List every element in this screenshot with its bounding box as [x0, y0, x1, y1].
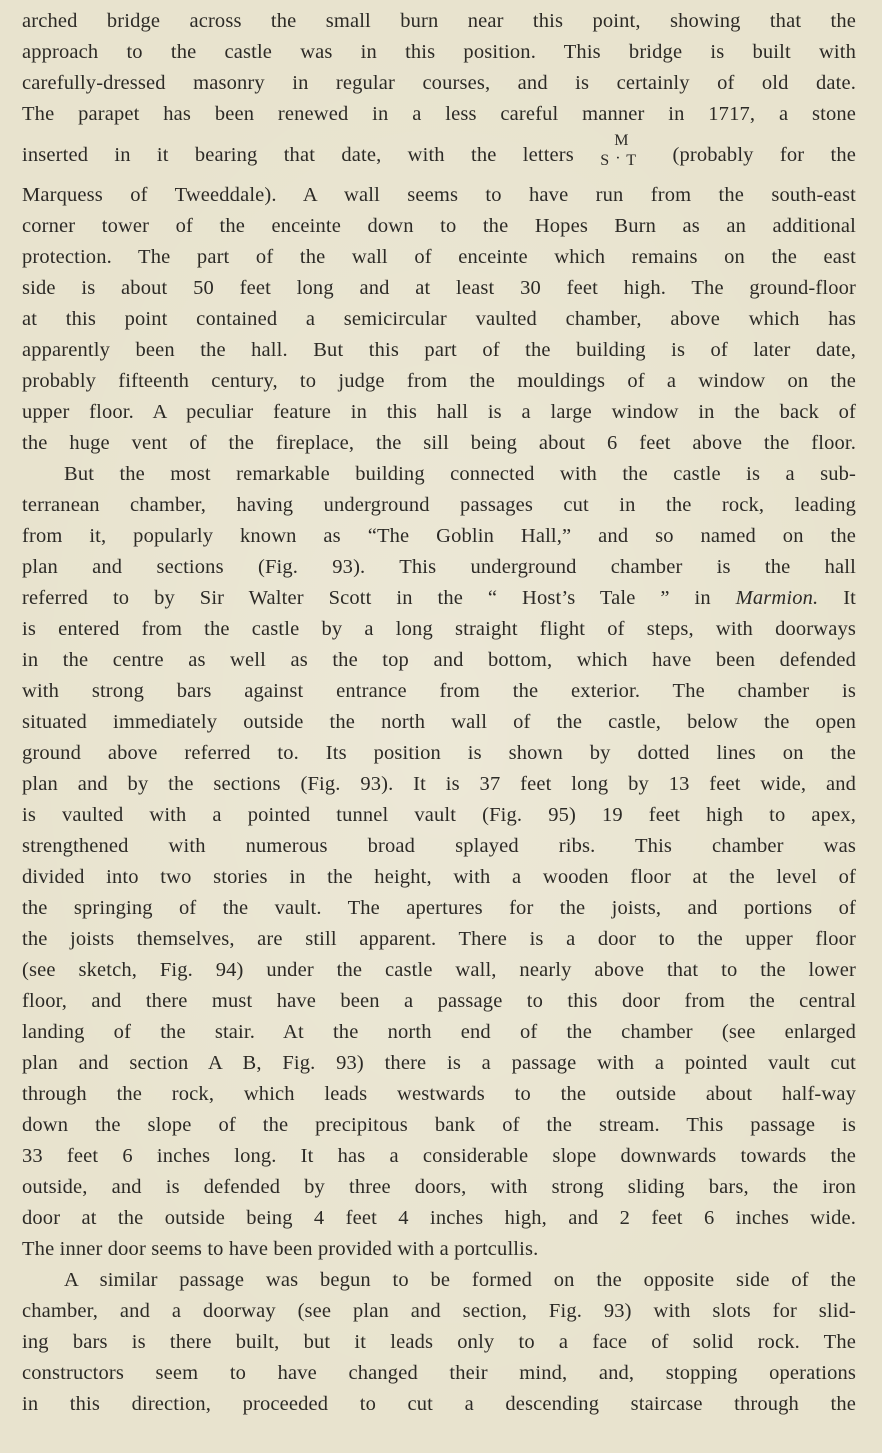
- text-line: ground above referred to. Its position is shown by dotted lines on the: [22, 742, 856, 764]
- text-line: at this point contained a semicircular vaulted chamber, above which has: [22, 308, 856, 330]
- text-line: from it, popularly known as “The Goblin Hall,” and so named on the: [22, 525, 856, 547]
- text-segment: inserted in it bearing that date, with the letters: [22, 144, 574, 166]
- text-line: in the centre as well as the top and bottom, which have been defended: [22, 649, 856, 671]
- text-line: corner tower of the enceinte down to the Hopes Burn as an additional: [22, 215, 856, 237]
- text-segment: referred to by Sir Walter Scott in the “ Host’s Tale ” in: [22, 587, 711, 609]
- monogram-letters: [600, 133, 646, 169]
- text-line: the joists themselves, are still apparent. There is a door to the upper floor: [22, 928, 856, 950]
- text-line: down the slope of the precipitous bank of the stream. This passage is: [22, 1114, 856, 1136]
- text-line: the huge vent of the fireplace, the sill being about 6 feet above the floor.: [22, 432, 856, 454]
- text-line: The inner door seems to have been provided with a portcullis.: [22, 1238, 539, 1260]
- text-line: floor, and there must have been a passage to this door from the central: [22, 990, 856, 1012]
- text-line: plan and sections (Fig. 93). This underground chamber is the hall: [22, 556, 856, 578]
- monogram-right-letter: T: [626, 152, 637, 169]
- text-line: The parapet has been renewed in a less careful manner in 1717, a stone: [22, 103, 856, 125]
- text-line: door at the outside being 4 feet 4 inches high, and 2 feet 6 inches wide.: [22, 1207, 856, 1229]
- text-line: arched bridge across the small burn near this point, showing that the: [22, 10, 856, 32]
- text-line: the springing of the vault. The apertures for the joists, and portions of: [22, 897, 856, 919]
- book-title-italic: Marmion.: [735, 587, 819, 609]
- text-line: strengthened with numerous broad splayed ribs. This chamber was: [22, 835, 856, 857]
- text-line: approach to the castle was in this position. This bridge is built with: [22, 41, 856, 63]
- monogram-top-letter: M: [614, 132, 629, 149]
- text-line: carefully-dressed masonry in regular courses, and is certainly of old date.: [22, 72, 856, 94]
- monogram-separator: ·: [615, 150, 621, 167]
- text-line: terranean chamber, having underground passages cut in the rock, leading: [22, 494, 856, 516]
- text-line: plan and by the sections (Fig. 93). It is 37 feet long by 13 feet wide, and: [22, 773, 856, 795]
- paragraph-similar-passage: [22, 1265, 856, 1420]
- text-line: A similar passage was begun to be formed on the opposite side of the: [64, 1269, 856, 1291]
- text-line: is vaulted with a pointed tunnel vault (Fig. 95) 19 feet high to apex,: [22, 804, 856, 826]
- text-line: side is about 50 feet long and at least 30 feet high. The ground-floor: [22, 277, 856, 299]
- text-line: apparently been the hall. But this part of the building is of later date,: [22, 339, 856, 361]
- paragraph-goblin-hall: [22, 459, 856, 1265]
- text-line: protection. The part of the wall of enceinte which remains on the east: [22, 246, 856, 268]
- text-line: landing of the stair. At the north end of the chamber (see enlarged: [22, 1021, 856, 1043]
- paragraph-bridge-and-wall: [22, 6, 856, 459]
- text-line: probably fifteenth century, to judge from the mouldings of a window on the: [22, 370, 856, 392]
- text-segment: It: [843, 587, 856, 609]
- text-line: upper floor. A peculiar feature in this hall is a large window in the back of: [22, 401, 856, 423]
- text-line: through the rock, which leads westwards to the outside about half-way: [22, 1083, 856, 1105]
- text-line-with-monogram: [22, 130, 856, 180]
- text-line: situated immediately outside the north wall of the castle, below the open: [22, 711, 856, 733]
- text-line: (see sketch, Fig. 94) under the castle wall, nearly above that to the lower: [22, 959, 856, 981]
- text-segment: (probably for the: [672, 144, 856, 166]
- text-line: plan and section A B, Fig. 93) there is a passage with a pointed vault cut: [22, 1052, 856, 1074]
- text-line: Marquess of Tweeddale). A wall seems to have run from the south-east: [22, 184, 856, 206]
- text-line-with-italic: [22, 583, 856, 614]
- text-line: outside, and is defended by three doors, with strong sliding bars, the iron: [22, 1176, 856, 1198]
- text-line: chamber, and a doorway (see plan and section, Fig. 93) with slots for slid-: [22, 1300, 856, 1322]
- text-line: is entered from the castle by a long straight flight of steps, with doorways: [22, 618, 856, 640]
- text-line: But the most remarkable building connected with the castle is a sub-: [64, 463, 856, 485]
- monogram-left-letter: S: [600, 152, 610, 169]
- text-line: constructors seem to have changed their mind, and, stopping operations: [22, 1362, 856, 1384]
- text-line: ing bars is there built, but it leads only to a face of solid rock. The: [22, 1331, 856, 1353]
- text-line: with strong bars against entrance from the exterior. The chamber is: [22, 680, 856, 702]
- text-line: in this direction, proceeded to cut a descending staircase through the: [22, 1393, 856, 1415]
- text-line: divided into two stories in the height, with a wooden floor at the level of: [22, 866, 856, 888]
- text-line: 33 feet 6 inches long. It has a considerable slope downwards towards the: [22, 1145, 856, 1167]
